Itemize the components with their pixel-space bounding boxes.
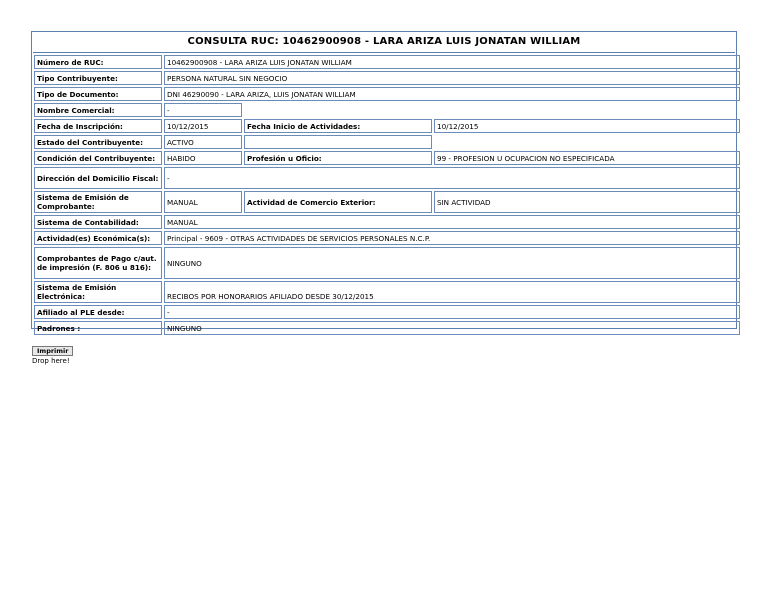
table-row (34, 305, 740, 319)
ruc-value: 10462900908 - LARA ARIZA LUIS JONATAN WILLIAM (164, 55, 740, 69)
table-row (34, 281, 740, 303)
table-row (34, 71, 740, 85)
ruc-table (32, 53, 742, 337)
direccion-label: Dirección del Domicilio Fiscal: (34, 167, 162, 189)
tipo-documento-label: Tipo de Documento: (34, 87, 162, 101)
direccion-value: - (164, 167, 740, 189)
actividad-label: Actividad(es) Económica(s): (34, 231, 162, 245)
table-row (34, 87, 740, 101)
table-row (34, 215, 740, 229)
contabilidad-value: MANUAL (164, 215, 740, 229)
table-row (34, 191, 740, 213)
ple-value: - (164, 305, 740, 319)
page-title: CONSULTA RUC: 10462900908 - LARA ARIZA LUIS JONATAN WILLIAM (33, 32, 735, 53)
comercio-exterior-label: Actividad de Comercio Exterior: (244, 191, 432, 213)
condicion-label: Condición del Contribuyente: (34, 151, 162, 165)
table-row (34, 231, 740, 245)
sistema-emision-value: MANUAL (164, 191, 242, 213)
table-row (34, 135, 740, 149)
table-row (34, 247, 740, 279)
table-row (34, 151, 740, 165)
profesion-label: Profesión u Oficio: (244, 151, 432, 165)
estado-value: ACTIVO (164, 135, 242, 149)
emision-electronica-value: RECIBOS POR HONORARIOS AFILIADO DESDE 30/12/2015 (164, 281, 740, 303)
condicion-value: HABIDO (164, 151, 242, 165)
fecha-inicio-value: 10/12/2015 (434, 119, 740, 133)
empty-cell (434, 135, 740, 149)
nombre-comercial-label: Nombre Comercial: (34, 103, 162, 117)
contabilidad-label: Sistema de Contabilidad: (34, 215, 162, 229)
empty-cell (244, 103, 740, 117)
ruc-result-panel (31, 31, 737, 333)
tipo-contribuyente-label: Tipo Contribuyente: (34, 71, 162, 85)
drop-zone[interactable]: Drop here! (32, 357, 70, 365)
table-row (34, 321, 740, 335)
fecha-inscripcion-value: 10/12/2015 (164, 119, 242, 133)
padrones-label: Padrones : (34, 321, 162, 335)
actividad-value: Principal - 9609 - OTRAS ACTIVIDADES DE SERVICIOS PERSONALES N.C.P. (164, 231, 740, 245)
table-row (34, 167, 740, 189)
comprobantes-label: Comprobantes de Pago c/aut. de impresión (F. 806 u 816): (34, 247, 162, 279)
table-row (34, 103, 740, 117)
emision-electronica-label: Sistema de Emisión Electrónica: (34, 281, 162, 303)
comprobantes-value: NINGUNO (164, 247, 740, 279)
table-row (34, 55, 740, 69)
print-button[interactable]: Imprimir (32, 346, 73, 356)
fecha-inscripcion-label: Fecha de Inscripción: (34, 119, 162, 133)
padrones-value: NINGUNO (164, 321, 740, 335)
nombre-comercial-value: - (164, 103, 242, 117)
sistema-emision-label: Sistema de Emisión de Comprobante: (34, 191, 162, 213)
tipo-documento-value: DNI 46290090 - LARA ARIZA, LUIS JONATAN WILLIAM (164, 87, 740, 101)
fecha-inicio-label: Fecha Inicio de Actividades: (244, 119, 432, 133)
comercio-exterior-value: SIN ACTIVIDAD (434, 191, 740, 213)
ruc-label: Número de RUC: (34, 55, 162, 69)
table-row (34, 119, 740, 133)
estado-label: Estado del Contribuyente: (34, 135, 162, 149)
tipo-contribuyente-value: PERSONA NATURAL SIN NEGOCIO (164, 71, 740, 85)
profesion-value: 99 - PROFESION U OCUPACION NO ESPECIFICADA (434, 151, 740, 165)
ple-label: Afiliado al PLE desde: (34, 305, 162, 319)
estado-extra-cell (244, 135, 432, 149)
